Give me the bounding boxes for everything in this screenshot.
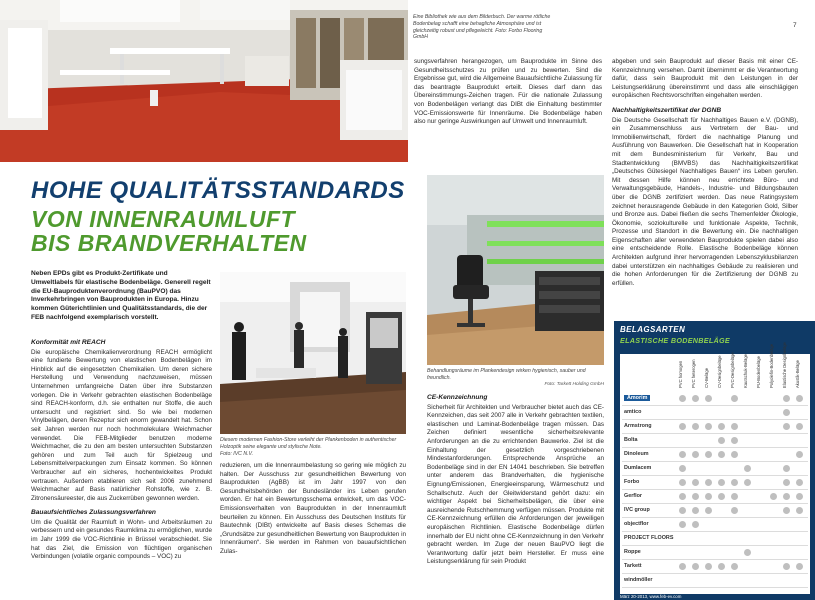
table-dot xyxy=(679,451,686,458)
table-brand-label: Amorim xyxy=(624,395,650,401)
table-dot xyxy=(783,423,790,430)
table-dot xyxy=(679,507,686,514)
paragraph-reach: Die europäische Chemikalienverordnung REACH ermöglicht eine fundierte Bewertung von elastischen Bodenbelägen im Hinblick auf die eingesetzten Chemikalien. Um deren sichere Herstellung und Verwendung nachzuweisen, müssen Unternehmen umfangreiche Daten über ihre Substanzen vorlegen. Die in Verkehr gebrachten elastischen Bodenbeläge sind REACH-konform, d.h. sie enthalten nur Stoffe, die auch untersucht und registriert sind. So wie bei modernen Vinylbelägen, deren Rezeptur sich enorm gewandelt hat. Schon seit Jahren werden nur noch hochmolekulare Weichmacher verwendet. Die FEB-Mitglieder benutzen moderne Weichmacher, die zu den am besten untersuchten Substanzen gehören und zum Teil auch für Spielzeug und Lebensmittelverpackungen zum Einsatz kommen. So können Verbraucher auf ein sicheres, hochentwickeltes Produkt vertrauen. Außerdem etablieren sich seit 2006 zunehmend Weichmacher auf Basis natürlicher Rohstoffe, wie z. B. Zitronensäureester, die aus Zuckerrüben gewonnen werden. xyxy=(31,348,212,502)
paragraph-ce-continued: abgeben und sein Bauprodukt auf dieser Basis mit einer CE-Kennzeichnung versehen. Damit übernimmt er die Verantwortung dafür, dass sein Bauprodukt mit den Leistungen in der Leistungserklärung übereinstimmt und dass alle einschlägigen europäischen Rechtsvorschriften eingehalten werden. xyxy=(612,58,798,100)
hero-credit: Foto: Forbo Flooring GmbH xyxy=(413,27,543,41)
treatment-caption-text: Behandlungsräume im Plankendesign wirken hygienisch, sauber und freundlich. xyxy=(427,368,586,381)
table-dot xyxy=(718,423,725,430)
lead-paragraph: Neben EPDs gibt es Produkt-Zertifikate und Umweltlabels für elastische Bodenbeläge. Generell regelt die EU-Bauproduktenverordnung (BauPVO) das Inverkehrbringen von Bauprodukten in Europa. Hinzu kommen Güterichtlinien und Qualitätsstandards, die der FEB nachfolgend exemplarisch vorstellt. xyxy=(31,270,211,321)
belagsarten-table xyxy=(620,342,810,594)
hero-caption xyxy=(413,14,553,41)
table-dot xyxy=(783,409,790,416)
table-brand-label: IVC group xyxy=(624,507,650,513)
table-dot xyxy=(692,563,699,570)
paragraph-ce: Sicherheit für Architekten und Verbraucher bietet auch das CE-Kennzeichen, das seit 2007 alle in Verkehr gebrachten textilen, elastischen und Laminat-Bodenbeläge tragen müssen. Das Zeichen definiert wesentliche sicherheitsrelevante Anforderungen an die zu errichtenden Bauwerke. Ziel ist die Einhaltung der gesetzlich vorgeschriebenen Mindestanforderungen. Entsprechende Ansprüche an Bodenbeläge sind in der EN 14041 beschrieben. Sie betreffen unter anderem das Brandverhalten, die hygienische Eignung/Emissionen, Energieeinsparung, Wärmeschutz und Schallschutz. Auch der Gleitwiderstand gehört dazu: ein wichtiger Aspekt bei Sicherheitsbelägen, die über eine ausreichende Rutschhemmung verfügen müssen. Produkte mit CE-Kennzeichnung erfüllen die Anforderungen der jeweiligen europäischen Richtlinien. Elastische Bodenbeläge dürfen innerhalb der EU nicht ohne CE-Kennzeichnung in den Verkehr gebracht werden. Im Zuge der neuen BauPVO liegt die Verantwortung dafür jetzt beim Hersteller. Er muss eine Leistungserklärung für sein Produkt xyxy=(427,403,604,566)
table-dot xyxy=(679,563,686,570)
table-dot xyxy=(692,521,699,528)
table-dot xyxy=(692,493,699,500)
table-column-header: Akustik-Beläge xyxy=(795,360,800,388)
table-dot xyxy=(692,423,699,430)
heading-ce: CE-Kennzeichnung xyxy=(427,394,488,401)
table-row xyxy=(622,587,808,588)
table-row xyxy=(622,447,808,448)
table-column-header: PVC heterogen xyxy=(691,359,696,388)
table-dot xyxy=(783,465,790,472)
table-dot xyxy=(705,493,712,500)
table-column-header: Elastische Designbeläge xyxy=(782,342,787,388)
table-dot xyxy=(705,451,712,458)
table-dot xyxy=(744,549,751,556)
table-dot xyxy=(679,465,686,472)
table-dot xyxy=(679,395,686,402)
column-3-top: sungsverfahren herangezogen, um Bauprodukte im Sinne des Gesundheitsschutzes zu prüfen und zu bewerten. Sind die Ergebnisse gut, wird die Allgemeine Bauaufsichtliche Zulassung für das beantragte Bauprodukt erteilt. Dieses darf dann das Übereinstimmungs-Zeichen tragen. Für die nationale Zulassung von Bodenbelägen verlangt das DIBt die Einhaltung bestimmter VOC-Emissionswerte für Innenräume. Die Bodenbeläge haben also nur geringe Auswirkungen auf Umwelt und Innenraumluft. xyxy=(414,58,602,126)
table-dot xyxy=(718,563,725,570)
table-dot xyxy=(783,395,790,402)
table-dot xyxy=(783,479,790,486)
table-row xyxy=(622,475,808,476)
paragraph-dgnb: Die Deutsche Gesellschaft für Nachhaltiges Bauen e.V. (DGNB), ein Zusammenschluss aus Vertretern der Bau- und Immobilienwirtschaft, fördert die nachhaltige Planung und Ausführung von Bauwerken. Die Gesellschaft hat in Kooperation mit dem Bundesministerium für Verkehr, Bau und Stadtentwicklung (BMVBS) das Nachhaltigkeitszertifikat „Deutsches Gütesiegel Nachhaltiges Bauen“ ins Leben gerufen. Mit dessen Hilfe können neu errichtete Büro- und Verwaltungsgebäude, Handels-, Industrie- und Bildungsbauten über die DGNB zertifiziert werden. Das neue Ratingsystem zeichnet herausragende Gebäude in den Kategorien Gold, Silber und Bronze aus. Dabei fließen die sechs Themenfelder Ökologie, Ökonomie, soziokulturelle und funktionale Aspekte, Technik, Prozesse und Standort in die Bewertung ein. Die nachhaltigen Eigenschaften aller verwendeten Bauprodukte spielen dabei also eine entscheidende Rolle. Elastische Bodenbeläge können Architekten aufgrund ihrer hervorragenden Lebenszyklusbilanzen dabei unterstützen ein nachhaltiges Gebäude zu realisieren und die hohen Anforderungen für die Zertifizierung der DGNB zu erfüllen. xyxy=(612,116,798,287)
table-dot xyxy=(796,395,803,402)
table-dot xyxy=(718,493,725,500)
table-dot xyxy=(731,395,738,402)
table-dot xyxy=(692,451,699,458)
table-footer: März 20-2013, www.feb-ev.com xyxy=(620,594,682,599)
column-2-text: reduzieren, um die Innenraumbelastung so gering wie möglich zu halten. Der Ausschuss zur gesundheitlichen Bewertung von Bauprodukten (AgBB) ist im Jahr 1997 von den Gesundheitsbehörden der Bundesländer ins Leben gerufen worden. Er hat ein Bewertungsschema entwickelt, um das VOC-Emissionsverhalten von Bauprodukten in der Innenraumluft beurteilen zu können. Ein Ausschuss des Deutschen Instituts für Bautechnik (DIBt) entwickelte auf Basis dieses Schemas die „Grundsätze zur gesundheitlichen Bewertung von Bauprodukten in Innenräumen“. Sie werden im Rahmen von bauaufsichtlichen Zulas- xyxy=(220,462,406,555)
table-row xyxy=(622,461,808,462)
table-row xyxy=(622,405,808,406)
heading-zulassung: Bauaufsichtliches Zulassungsverfahren xyxy=(31,509,156,517)
table-row xyxy=(622,559,808,560)
table-brand-label: amtico xyxy=(624,409,642,415)
table-column-header: PVC-Designbeläge xyxy=(730,352,735,388)
headline: HOHE QUALITÄTSSTANDARDS xyxy=(31,177,405,204)
table-dot xyxy=(679,521,686,528)
table-column-header: CV-Beläge xyxy=(704,367,709,388)
table-brand-label: Forbo xyxy=(624,479,640,485)
table-brand-label: Gerflor xyxy=(624,493,642,499)
column-3-lower xyxy=(427,388,604,567)
treatment-credit: Foto: Tarkett Holding GmbH xyxy=(544,381,604,387)
column-1 xyxy=(31,333,212,562)
table-row xyxy=(622,573,808,574)
table-row xyxy=(622,531,808,532)
table-brand-label: Bolta xyxy=(624,437,638,443)
table-dot xyxy=(731,507,738,514)
table-subtitle: ELASTISCHE BODENBELÄGE xyxy=(620,336,731,345)
table-dot xyxy=(783,563,790,570)
table-dot xyxy=(783,493,790,500)
treatment-caption xyxy=(427,368,604,388)
table-dot xyxy=(705,479,712,486)
heading-reach: Konformität mit REACH xyxy=(31,339,106,346)
table-dot xyxy=(796,451,803,458)
table-dot xyxy=(718,479,725,486)
photo-fashion-store xyxy=(220,272,406,434)
table-dot xyxy=(679,423,686,430)
table-brand-label: Roppe xyxy=(624,549,641,555)
table-column-header: PU-Bodenbeläge xyxy=(756,356,761,388)
table-brand-label: objectflor xyxy=(624,521,649,527)
table-dot xyxy=(796,493,803,500)
subheadline-2: BIS BRANDVERHALTEN xyxy=(31,230,307,256)
table-dot xyxy=(783,507,790,514)
table-column-header: PVC homogen xyxy=(678,360,683,388)
table-dot xyxy=(705,423,712,430)
table-column-header: CV-Designbeläge xyxy=(717,355,722,388)
table-brand-label: windmöller xyxy=(624,577,653,583)
column-4 xyxy=(612,58,798,288)
table-dot xyxy=(679,493,686,500)
table-dot xyxy=(731,437,738,444)
table-dot xyxy=(705,563,712,570)
page-number: 7 xyxy=(793,22,797,29)
fashion-credit: Foto: IVC N.V. xyxy=(220,450,254,457)
table-title: BELAGSARTEN xyxy=(620,325,686,334)
fashion-caption-text: Diesem modernen Fashion-Store verleiht der Plankenboden in authentischer Holzoptik seine elegante und stylische Note. xyxy=(220,437,397,450)
table-row xyxy=(622,489,808,490)
table-row xyxy=(622,503,808,504)
hero-photo-library xyxy=(0,0,408,162)
table-row xyxy=(622,517,808,518)
hero-caption-text: Eine Bibliothek wie aus dem Bilderbuch. Der warme rötliche Bodenbelag schafft eine behagliche Atmosphäre und ist gleichzeitig robust und pflegeleicht. xyxy=(413,14,551,34)
paragraph-zulassung: Um die Qualität der Raumluft in Wohn- und Arbeitsräumen zu verbessern und ein gesundes Raumklima zu ermöglichen, wurde im Jahr 1999 die VOC-Richtlinie in Brüssel verabschiedet. Sie hat das Ziel, die Emission von flüchtigen organischen Verbindungen (volatile organic compounds – VOC) zu xyxy=(31,518,212,561)
table-brand-label: Dumlacem xyxy=(624,465,652,471)
table-dot xyxy=(796,423,803,430)
table-dot xyxy=(718,451,725,458)
table-dot xyxy=(796,563,803,570)
table-dot xyxy=(770,493,777,500)
table-dot xyxy=(744,479,751,486)
table-dot xyxy=(692,507,699,514)
fashion-caption xyxy=(220,437,406,457)
table-column-header: Polyolefin-Bodenbeläge xyxy=(769,343,774,388)
table-dot xyxy=(705,507,712,514)
table-dot xyxy=(692,395,699,402)
table-dot xyxy=(731,493,738,500)
table-dot xyxy=(718,437,725,444)
table-brand-label: Tarkett xyxy=(624,563,642,569)
table-dot xyxy=(731,451,738,458)
table-dot xyxy=(796,507,803,514)
table-row xyxy=(622,433,808,434)
table-brand-label: Armstrong xyxy=(624,423,652,429)
heading-dgnb: Nachhaltigkeitszertifikat der DGNB xyxy=(612,106,722,114)
table-dot xyxy=(679,479,686,486)
table-dot xyxy=(731,423,738,430)
table-brand-label: Dinoleum xyxy=(624,451,649,457)
photo-treatment-room xyxy=(427,175,604,365)
table-column-header: Kautschuk-Beläge xyxy=(743,354,748,388)
table-dot xyxy=(705,395,712,402)
table-dot xyxy=(692,479,699,486)
table-brand-label: PROJECT FLOORS xyxy=(624,535,674,541)
table-dot xyxy=(731,479,738,486)
table-row xyxy=(622,545,808,546)
table-dot xyxy=(744,465,751,472)
table-dot xyxy=(796,479,803,486)
table-row xyxy=(622,419,808,420)
subheadline-1: VON INNENRAUMLUFT xyxy=(31,206,296,232)
table-dot xyxy=(731,563,738,570)
